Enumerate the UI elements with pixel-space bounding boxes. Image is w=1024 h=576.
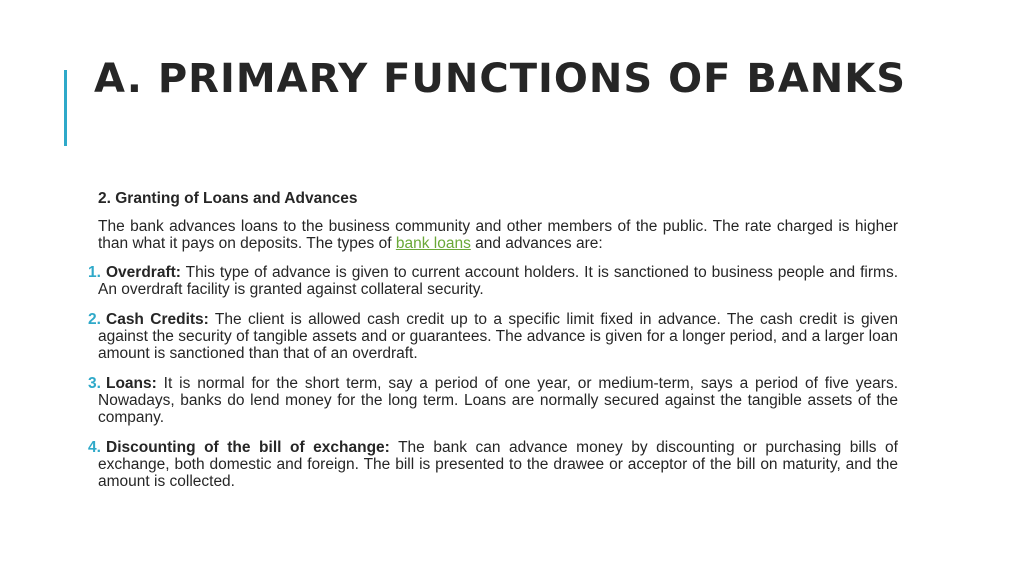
intro-text-end: and advances are: (470, 235, 603, 252)
list-item-term: Cash Credits: (106, 311, 209, 328)
slide-title: A. PRIMARY FUNCTIONS OF BANKS (94, 56, 907, 102)
list-item-term: Discounting of the bill of exchange: (106, 439, 390, 456)
loan-types-list (88, 264, 898, 490)
list-item-cash-credits (88, 311, 898, 362)
list-item-text: This type of advance is given to current account holders. It is sanctioned to business people and firms. An overdraft facility is granted against collateral security. (98, 264, 898, 298)
list-item-text: The bank can advance money by discounting or purchasing bills of exchange, both domestic and foreign. The bill is presented to the drawee or acceptor of the bill on maturity, and the amount is collected. (98, 439, 898, 490)
list-item-text: The client is allowed cash credit up to a specific limit fixed in advance. The cash credit is given against the security of tangible assets and or guarantees. The advance is given for a longer period, and a larger loan amount is sanctioned than that of an overdraft. (98, 311, 898, 362)
list-item-text: It is normal for the short term, say a period of one year, or medium-term, says a period of five years. Nowadays, banks do lend money for the long term. Loans are normally secured against the tangible assets of the company. (98, 375, 898, 426)
list-item-number: 3. (88, 375, 101, 392)
bank-loans-link[interactable]: bank loans (395, 235, 471, 252)
list-item-number: 4. (88, 439, 101, 456)
section-subheading: 2. Granting of Loans and Advances (98, 190, 358, 207)
list-item-number: 1. (88, 264, 101, 281)
list-item-overdraft (88, 264, 898, 298)
list-item-number: 2. (88, 311, 101, 328)
list-item-term: Overdraft: (106, 264, 181, 281)
intro-text-start: The bank advances loans to the business community and other members of the public. The rate charged is higher than what it pays on deposits. The types of (98, 218, 898, 252)
list-item-term: Loans: (106, 375, 157, 392)
title-accent-bar (64, 70, 67, 146)
list-item-loans (88, 375, 898, 426)
list-item-bill-discounting (88, 439, 898, 490)
intro-paragraph (98, 218, 898, 252)
slide-content (88, 190, 898, 503)
